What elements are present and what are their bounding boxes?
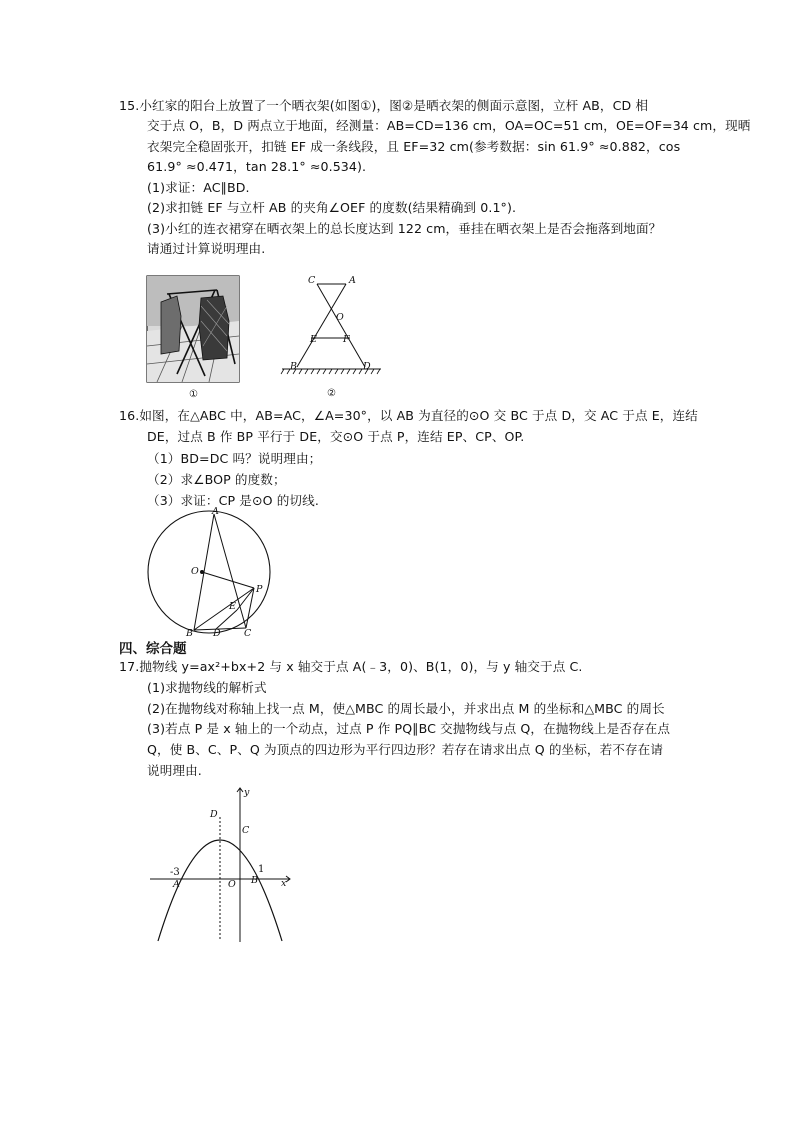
q15-line-3: 衣架完全稳固张开，扣链 EF 成一条线段，且 EF=32 cm(参考数据：sin 61.9° ≈0.882，cos xyxy=(147,139,681,154)
q15-sub-2: (2)求扣链 EF 与立杆 AB 的夹角∠OEF 的度数(结果精确到 0.1°). xyxy=(147,200,517,215)
q15-line-4: 61.9° ≈0.471，tan 28.1° ≈0.534). xyxy=(147,159,367,174)
q17-label-x: x xyxy=(281,878,287,889)
q17-sub-3b: Q，使 B、C、P、Q 为顶点的四边形为平行四边形？若存在请求出点 Q 的坐标，若不存在请 xyxy=(147,742,664,757)
segment-cp xyxy=(246,588,254,628)
q17-line-1: 17.抛物线 y=ax²+bx+2 与 x 轴交于点 A(﹣3，0)、B(1，0)，与 y 轴交于点 C. xyxy=(119,659,583,674)
q16-line-2: DE，过点 B 作 BP 平行于 DE，交⊙O 于点 P，连结 EP、CP、OP. xyxy=(147,429,525,444)
q15-sub-3b: 请通过计算说明理由. xyxy=(147,241,266,256)
q16-sub-1: （1）BD=DC 吗？说明理由； xyxy=(147,451,322,466)
fig2-label-f: F xyxy=(343,334,350,345)
q16-figure-circle-triangle xyxy=(146,506,270,639)
q16-label-c: C xyxy=(244,628,252,639)
q16-label-b: B xyxy=(186,628,193,639)
q17-figure-parabola xyxy=(150,785,295,943)
q15-sub-1: (1)求证：AC∥BD. xyxy=(147,180,250,195)
q16-label-e: E xyxy=(229,601,236,612)
q17-label-y: y xyxy=(244,787,250,798)
fig1-caption: ① xyxy=(189,389,198,400)
fig2-caption: ② xyxy=(327,388,336,399)
q17-label-neg3: -3 xyxy=(170,867,180,878)
q17-label-a: A xyxy=(173,879,180,890)
fig2-label-c: C xyxy=(308,275,316,286)
q17-sub-3c: 说明理由. xyxy=(147,763,202,778)
section-heading: 四、综合题 xyxy=(119,641,187,657)
q15-figure-2-schematic xyxy=(280,275,386,400)
q16-sub-3: （3）求证：CP 是⊙O 的切线. xyxy=(147,493,319,508)
q16-label-d: D xyxy=(213,628,221,639)
q16-label-o: O xyxy=(191,566,199,577)
q16-line-1: 16.如图，在△ABC 中，AB=AC，∠A=30°，以 AB 为直径的⊙O 交 BC 于点 D，交 AC 于点 E，连结 xyxy=(119,408,698,423)
q15-sub-3a: (3)小红的连衣裙穿在晒衣架上的总长度达到 122 cm，垂挂在晒衣架上是否会拖落到地面？ xyxy=(147,221,662,236)
q17-label-c: C xyxy=(242,825,250,836)
fig2-label-b: B xyxy=(290,361,297,372)
fig2-label-a: A xyxy=(349,275,356,286)
q17-label-d: D xyxy=(210,809,218,820)
rod-cd xyxy=(317,284,365,367)
q15-line-1: 15.小红家的阳台上放置了一个晒衣架(如图①)，图②是晒衣架的侧面示意图，立杆 AB，CD 相 xyxy=(119,98,649,113)
q17-label-o: O xyxy=(228,879,236,890)
fig2-label-e: E xyxy=(310,334,317,345)
q17-sub-2: (2)在抛物线对称轴上找一点 M，使△MBC 的周长最小，并求出点 M 的坐标和△MBC 的周长 xyxy=(147,701,665,716)
q16-sub-2: （2）求∠BOP 的度数； xyxy=(147,472,286,487)
fig2-label-o: O xyxy=(336,312,344,323)
q15-line-2: 交于点 O，B，D 两点立于地面，经测量：AB=CD=136 cm，OA=OC=51 cm，OE=OF=34 cm，现晒 xyxy=(147,118,751,133)
q15-figure-1-drying-rack-photo xyxy=(147,276,239,401)
q17-label-one: 1 xyxy=(258,864,265,875)
q16-label-p: P xyxy=(256,584,263,595)
q17-sub-3a: (3)若点 P 是 x 轴上的一个动点，过点 P 作 PQ∥BC 交抛物线与点 Q，在抛物线上是否存在点 xyxy=(147,721,671,736)
rod-ab xyxy=(297,284,346,367)
fig2-label-d: D xyxy=(363,361,371,372)
segment-op xyxy=(202,572,254,588)
q17-sub-1: (1)求抛物线的解析式 xyxy=(147,680,267,695)
q16-label-a: A xyxy=(212,506,219,517)
q17-label-b: B xyxy=(251,875,258,886)
